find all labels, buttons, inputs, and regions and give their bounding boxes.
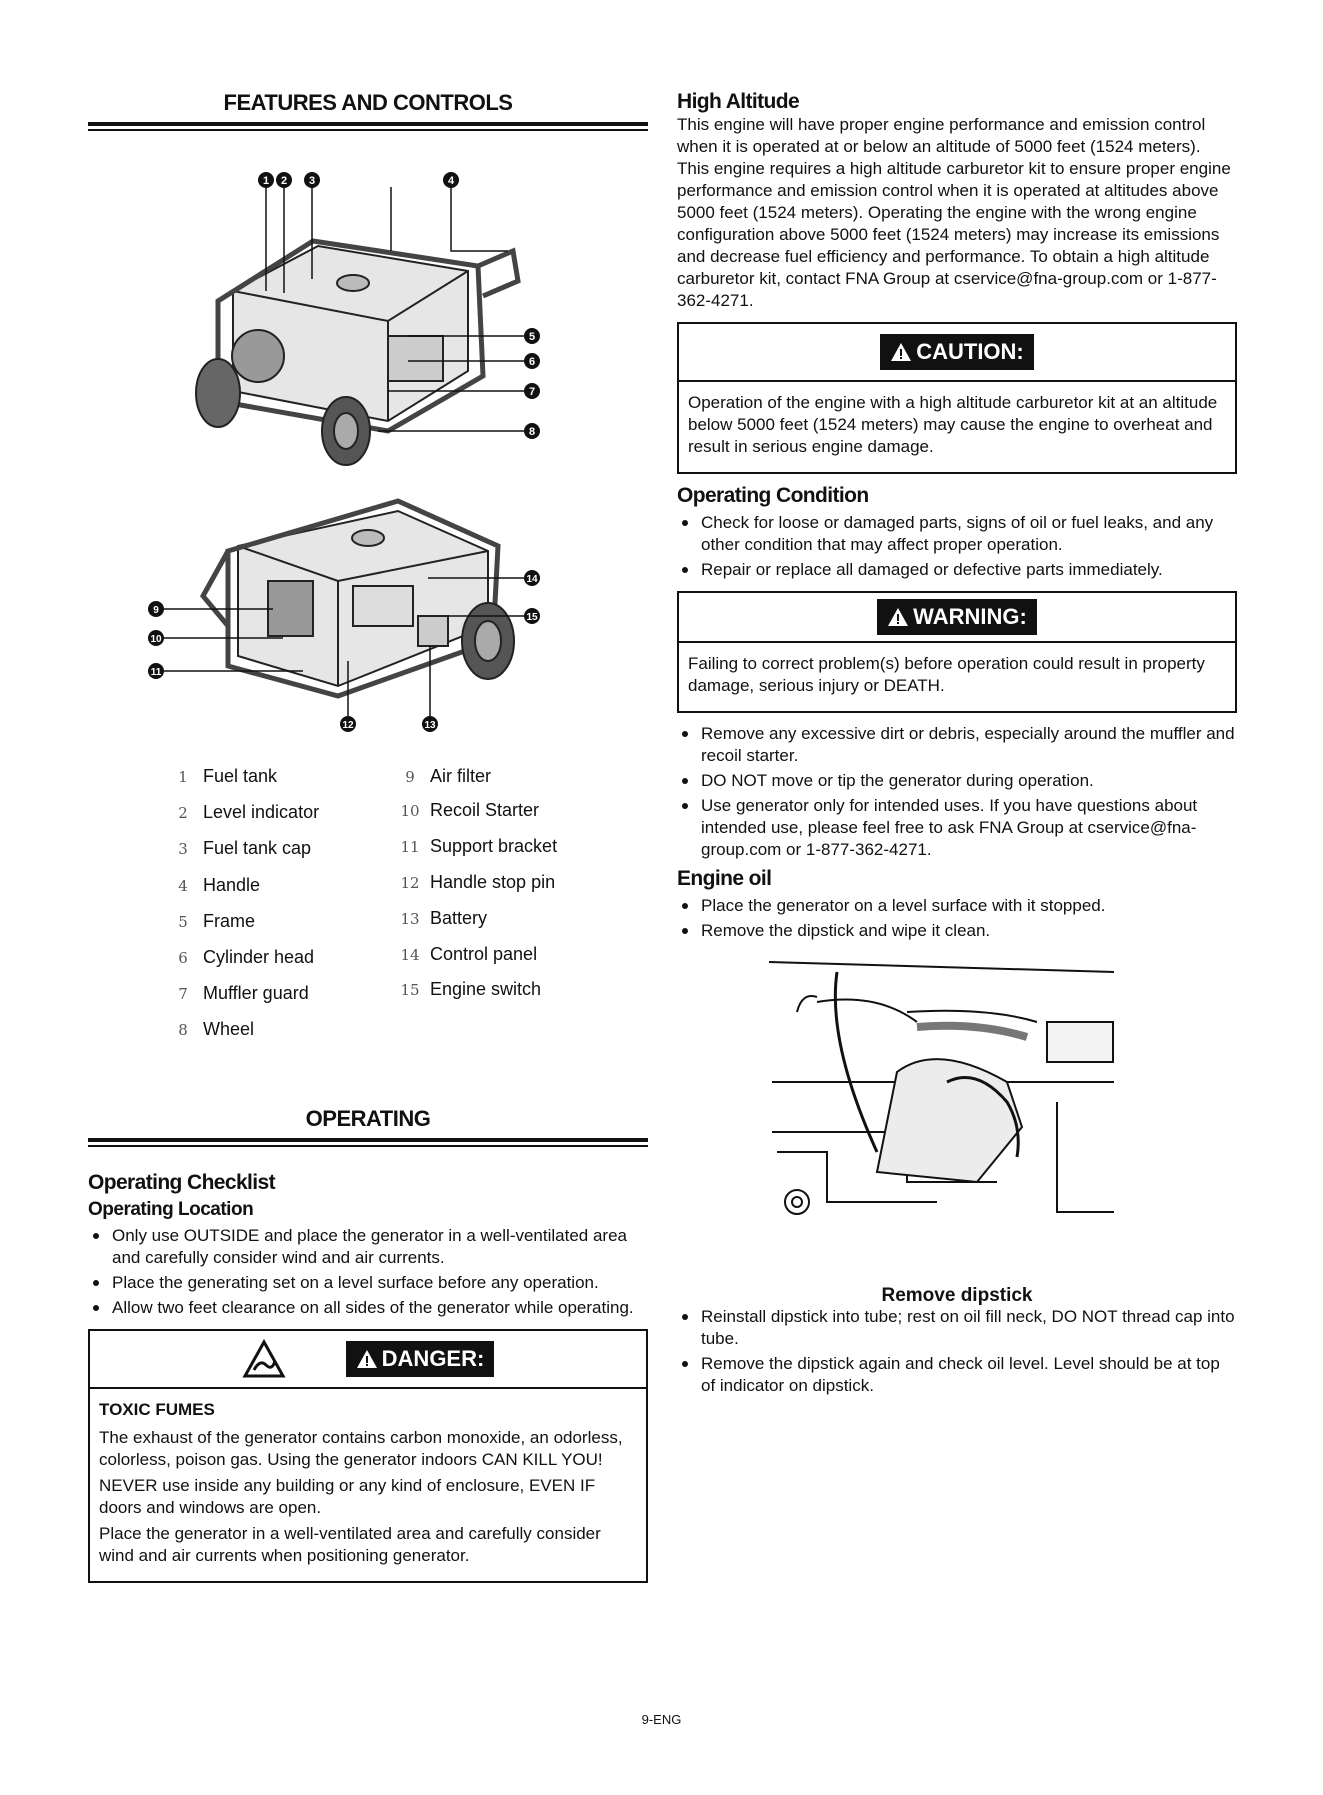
part-item: 1 Fuel tank (178, 766, 278, 786)
part-item: 3 Fuel tank cap (178, 838, 312, 858)
part-item: 14 Control panel (400, 944, 538, 964)
callout-11: 11 (150, 667, 162, 678)
warning-text: Failing to correct problem(s) before operation could result in property damage, serious injury or DEATH. (688, 654, 1205, 695)
list-item: Reinstall dipstick into tube; rest on oil fill neck, DO NOT thread cap into tube. (677, 1306, 1237, 1350)
callout-10: 10 (150, 634, 162, 645)
callout-13: 13 (424, 720, 436, 731)
dipstick-figure (677, 952, 1237, 1306)
warning-box (677, 591, 1237, 713)
warning-triangle-icon (887, 607, 909, 627)
high-altitude-text: This engine will have proper engine performance and emission control when it is operated at or below an altitude of 5000 feet (1524 meters). This engine requires a high altitude carburetor kit to ensure proper engine performance and emission control when it is operated at altitudes above 5000 feet (1524 meters). Operating the engine with the wrong engine configuration above 5000 feet (1524 meters) may increase its emissions and decrease fuel efficiency and performance. To obtain a high altitude carburetor kit, contact FNA Group at cservice@fna-group.com or 1-877-362-4271. (677, 115, 1231, 310)
engine-oil-heading: Engine oil (677, 867, 772, 890)
danger-box (88, 1329, 648, 1583)
dipstick-illustration (677, 952, 1237, 1272)
callout-2: 2 (280, 175, 288, 187)
dipstick-caption: Remove dipstick (881, 1285, 1033, 1306)
parts-list (88, 766, 648, 1056)
section-divider (88, 1138, 648, 1147)
engine-oil-list (677, 895, 1237, 942)
danger-heading: TOXIC FUMES (99, 1400, 215, 1419)
engine-oil-list-2 (677, 1306, 1237, 1397)
callout-4: 4 (447, 175, 455, 187)
list-item: Allow two feet clearance on all sides of the generator while operating. (88, 1297, 648, 1319)
part-item: 11 Support bracket (400, 836, 558, 856)
generator-front-illustration (88, 131, 648, 466)
features-title: FEATURES AND CONTROLS (223, 90, 513, 115)
part-item: 4 Handle (178, 875, 261, 895)
callout-7: 7 (528, 386, 536, 398)
callout-8: 8 (528, 426, 536, 438)
callout-6: 6 (528, 356, 536, 368)
callout-15: 15 (526, 612, 538, 623)
operating-checklist-heading: Operating Checklist (88, 1171, 275, 1194)
warning-label: WARNING: (877, 599, 1037, 635)
part-item: 8 Wheel (178, 1019, 255, 1039)
list-item: Remove the dipstick and wipe it clean. (677, 920, 1237, 942)
part-item: 5 Frame (178, 911, 256, 931)
part-item: 15 Engine switch (400, 979, 542, 999)
operating-location-heading: Operating Location (88, 1199, 254, 1220)
list-item: Place the generator on a level surface with it stopped. (677, 895, 1237, 917)
page-number: 9-ENG (641, 1712, 682, 1727)
caution-text: Operation of the engine with a high altitude carburetor kit at an altitude below 5000 feet (1524 meters) may cause the engine to overheat and result in serious engine damage. (688, 393, 1218, 456)
list-item: Remove any excessive dirt or debris, especially around the muffler and recoil starter. (677, 723, 1237, 767)
danger-label: DANGER: (346, 1341, 495, 1377)
generator-rear-illustration (88, 466, 648, 766)
warning-triangle-icon (890, 342, 912, 362)
callout-9: 9 (153, 605, 159, 616)
part-item: 13 Battery (400, 908, 488, 928)
left-column (88, 90, 648, 1583)
part-item: 10 Recoil Starter (400, 800, 540, 820)
warning-triangle-icon (356, 1349, 378, 1369)
generator-diagram-rear (88, 466, 648, 766)
list-item: DO NOT move or tip the generator during operation. (677, 770, 1237, 792)
list-item: Place the generating set on a level surface before any operation. (88, 1272, 648, 1294)
operating-condition-heading: Operating Condition (677, 484, 869, 507)
list-item: Remove the dipstick again and check oil level. Level should be at top of indicator on dipstick. (677, 1353, 1237, 1397)
operating-condition-list-2 (677, 723, 1237, 861)
danger-text: Place the generator in a well-ventilated area and carefully consider wind and air currents when positioning generator. (99, 1524, 601, 1565)
danger-text: NEVER use inside any building or any kind of enclosure, EVEN IF doors and windows are open. (99, 1476, 596, 1517)
operating-title: OPERATING (305, 1106, 431, 1131)
callout-1: 1 (262, 175, 270, 187)
toxic-fumes-icon (242, 1339, 286, 1379)
list-item: Check for loose or damaged parts, signs of oil or fuel leaks, and any other condition that may affect proper operation. (677, 512, 1237, 556)
callout-3: 3 (308, 175, 316, 187)
list-item: Repair or replace all damaged or defective parts immediately. (677, 559, 1237, 581)
part-item: 2 Level indicator (178, 802, 320, 822)
part-item: 7 Muffler guard (178, 983, 309, 1003)
high-altitude-heading: High Altitude (677, 90, 800, 113)
part-item: 9 Air filter (405, 766, 492, 786)
part-item: 6 Cylinder head (178, 947, 315, 967)
right-column (677, 90, 1237, 1400)
operating-location-list (88, 1225, 648, 1319)
part-item: 12 Handle stop pin (400, 872, 556, 892)
caution-label: CAUTION: (880, 334, 1034, 370)
caution-box (677, 322, 1237, 474)
operating-condition-list (677, 512, 1237, 581)
section-divider (88, 122, 648, 131)
danger-text: The exhaust of the generator contains carbon monoxide, an odorless, colorless, poison gas. Using the generator indoors CAN KILL YOU! (99, 1428, 623, 1469)
callout-12: 12 (342, 720, 354, 731)
callout-14: 14 (526, 574, 538, 585)
callout-5: 5 (528, 331, 536, 343)
list-item: Only use OUTSIDE and place the generator in a well-ventilated area and carefully consider wind and air currents. (88, 1225, 648, 1269)
generator-diagram-front (88, 131, 648, 466)
list-item: Use generator only for intended uses. If you have questions about intended use, please feel free to ask FNA Group at cservice@fna-group.com or 1-877-362-4271. (677, 795, 1237, 861)
